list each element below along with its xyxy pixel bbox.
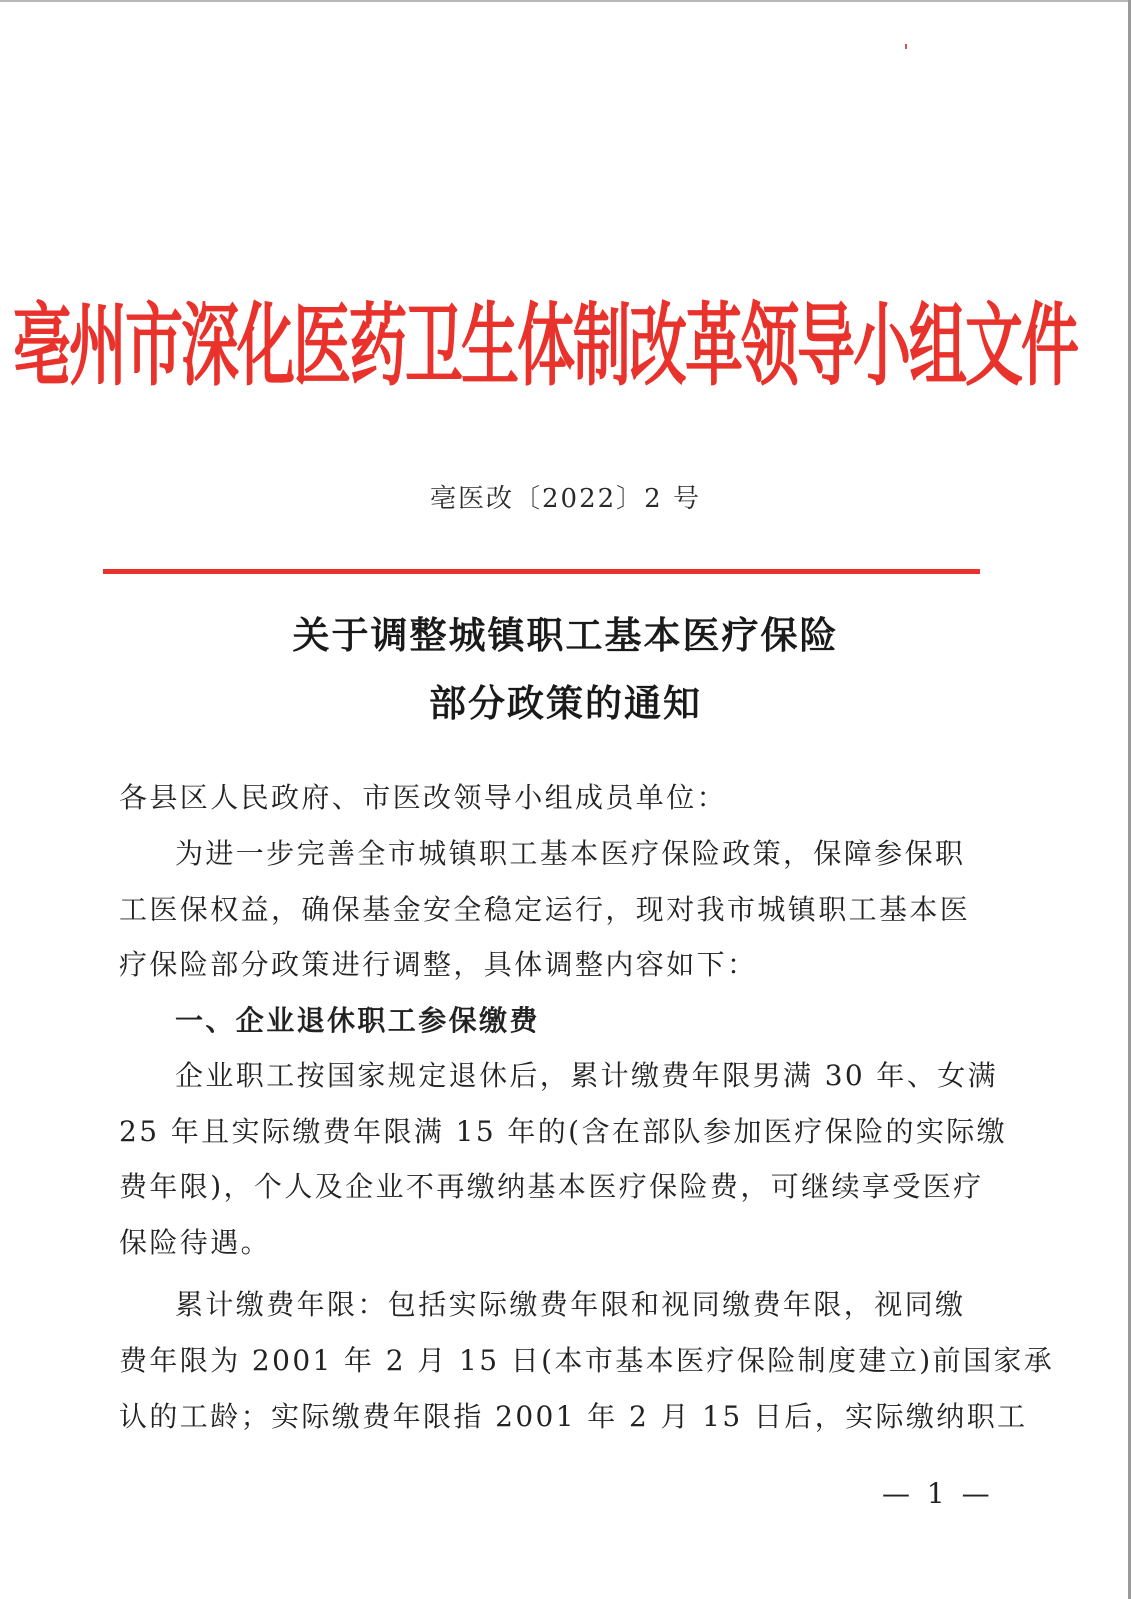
section-line: 保险待遇。 [119, 1226, 272, 1259]
section-line: 25 年且实际缴费年限满 15 年的(含在部队参加医疗保险的实际缴 [119, 1115, 1008, 1148]
scan-speck [905, 44, 907, 49]
intro-line: 工医保权益，确保基金安全稳定运行，现对我市城镇职工基本医 [119, 893, 971, 926]
intro-line: 疗保险部分政策进行调整，具体调整内容如下： [119, 948, 758, 981]
intro-line: 为进一步完善全市城镇职工基本医疗保险政策，保障参保职 [175, 837, 966, 870]
section-line: 累计缴费年限：包括实际缴费年限和视同缴费年限，视同缴 [175, 1288, 966, 1321]
salutation: 各县区人民政府、市医改领导小组成员单位： [119, 781, 728, 814]
section-line: 认的工龄；实际缴费年限指 2001 年 2 月 15 日后，实际缴纳职工 [119, 1400, 1028, 1433]
section-line: 费年限为 2001 年 2 月 15 日(本市基本医疗保险制度建立)前国家承 [119, 1344, 1055, 1377]
red-separator-line [103, 569, 980, 574]
scan-edge-top [0, 0, 1131, 2]
masthead-text: 亳州市深化医药卫生体制改革领导小组文件 [13, 293, 1078, 399]
section-heading: 一、企业退休职工参保缴费 [175, 1004, 540, 1037]
section-line: 企业职工按国家规定退休后，累计缴费年限男满 30 年、女满 [175, 1059, 999, 1092]
document-number: 亳医改〔2022〕2 号 [430, 484, 701, 514]
page-number: — 1 — [882, 1477, 994, 1510]
document-title-line-1: 关于调整城镇职工基本医疗保险 [292, 613, 839, 657]
section-line: 费年限)，个人及企业不再缴纳基本医疗保险费，可继续享受医疗 [119, 1170, 984, 1203]
document-title-line-2: 部分政策的通知 [429, 681, 702, 725]
document-masthead [13, 272, 1078, 404]
